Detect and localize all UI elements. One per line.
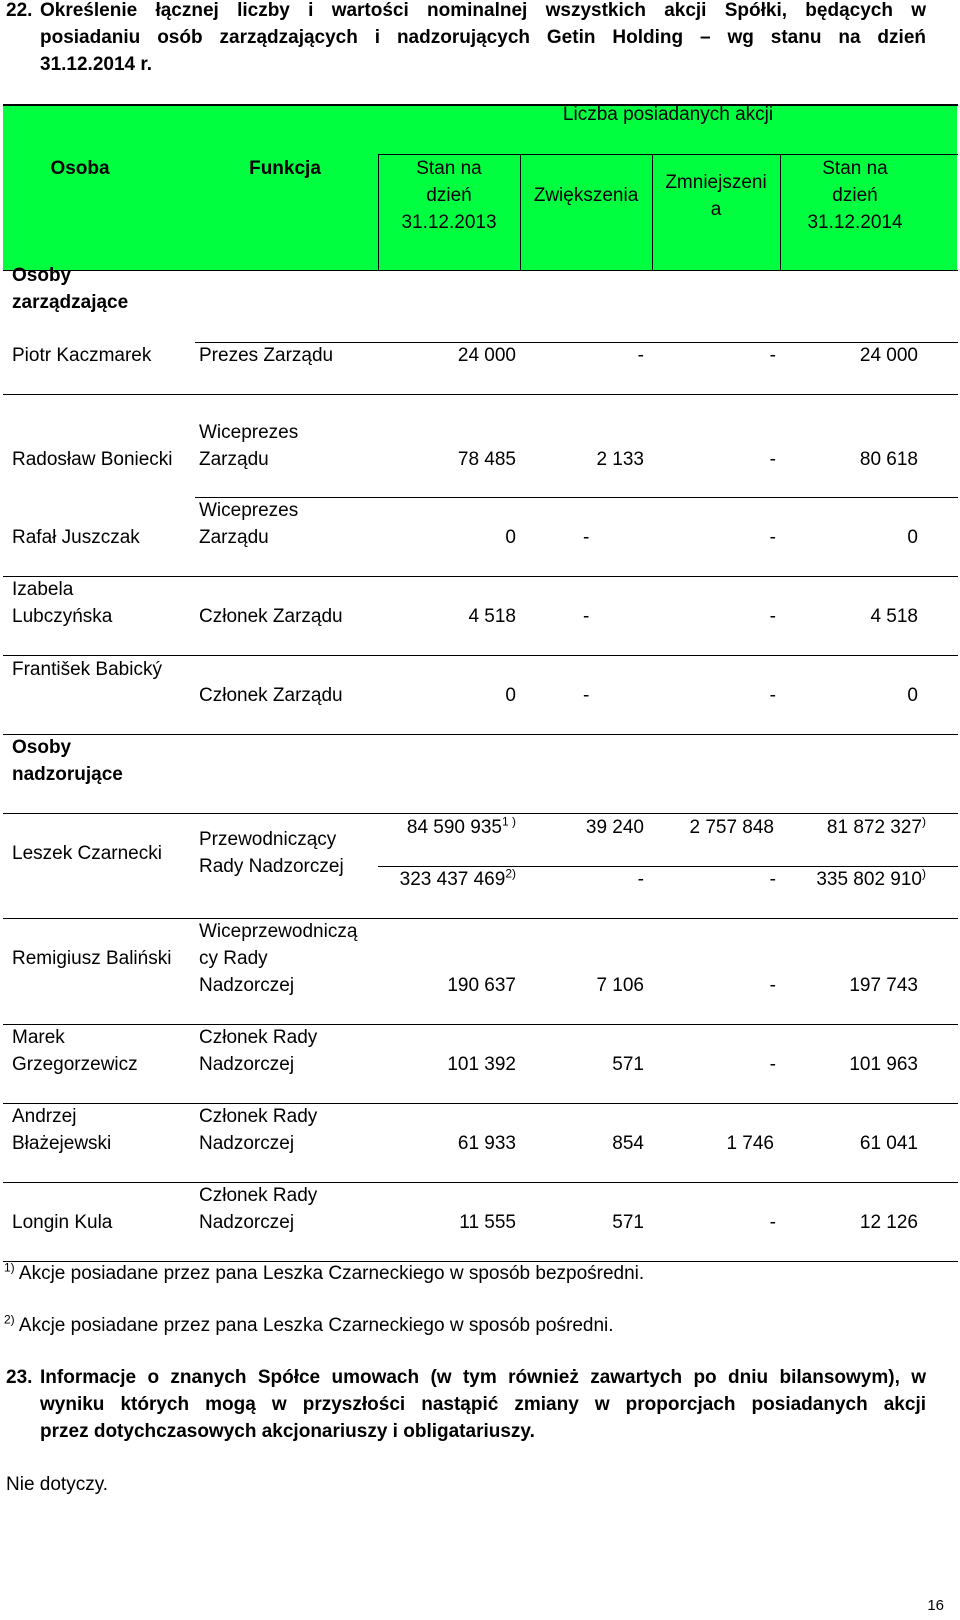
row-function	[199, 1024, 317, 1078]
row-function-line-1: Członek Rady	[199, 1185, 318, 1206]
row-function-line-1: Członek Rady	[199, 1027, 318, 1048]
row-function-line-2: Nadzorczej	[199, 1054, 295, 1075]
row-function	[199, 497, 298, 551]
row-function	[199, 1182, 317, 1236]
row-stan-2013: 24 000	[457, 345, 516, 366]
col-header-stan-2013	[378, 155, 520, 236]
group-label-supervisory	[12, 734, 123, 788]
row-stan-2013: 4 518	[468, 606, 516, 627]
section-22-line-3: 31.12.2014 r.	[40, 54, 152, 75]
row-stan-2014: 0	[907, 527, 918, 548]
section-23-line-1: Informacje o znanych Spółce umowach (w tym również zawartych po dniu bilansowym), w	[40, 1367, 926, 1388]
row-function-line-2: Nadzorczej	[199, 1212, 295, 1233]
row-name: Radosław Boniecki	[12, 449, 173, 470]
row-separator	[3, 576, 958, 577]
row-stan-2014: 197 743	[849, 975, 918, 996]
group-label-supervisory-line-1: Osoby	[12, 737, 72, 758]
row-separator	[3, 394, 958, 395]
row-stan-2013: 78 485	[457, 449, 516, 470]
col-header-stan-2014-line-1: Stan na	[822, 158, 888, 179]
row-zwiekszenia: -	[583, 606, 590, 627]
col-header-funkcja: Funkcja	[249, 158, 321, 179]
header-bottom-border	[3, 270, 958, 271]
row-function-line-1: Przewodniczący	[199, 829, 337, 850]
row-zwiekszenia: 2 133	[596, 449, 644, 470]
row-zmniejszenia: -	[769, 1212, 776, 1233]
footnote-2-mark: 2)	[4, 1312, 15, 1327]
row-stan-2014: 0	[907, 685, 918, 706]
row-zmniejszenia-indirect: -	[769, 869, 776, 890]
row-name-line-1: Marek	[12, 1027, 65, 1048]
row-stan-2013: 190 637	[447, 975, 516, 996]
footnote-ref: )	[922, 866, 926, 881]
row-name-line-1: Izabela	[12, 579, 74, 600]
row-function-line-1: Wiceprezes	[199, 422, 299, 443]
footnote-1-mark: 1)	[4, 1260, 15, 1275]
row-zmniejszenia-direct: 2 757 848	[689, 817, 774, 838]
row-zwiekszenia-indirect: -	[637, 869, 644, 890]
row-zwiekszenia: -	[583, 527, 590, 548]
row-zmniejszenia: -	[769, 1054, 776, 1075]
row-function-line-1: Wiceprezes	[199, 500, 299, 521]
value: 335 802 910	[816, 869, 922, 890]
row-function	[199, 1103, 317, 1157]
row-separator	[3, 918, 958, 919]
value: 84 590 935	[406, 817, 502, 838]
row-zwiekszenia: 854	[612, 1133, 644, 1154]
row-zmniejszenia: -	[769, 345, 776, 366]
row-stan-2013: 0	[505, 685, 516, 706]
header-col-divider-2	[520, 154, 521, 270]
group-label-management	[12, 262, 128, 316]
row-stan-2014: 24 000	[859, 345, 918, 366]
value: 323 437 469	[399, 869, 506, 890]
row-function	[199, 918, 357, 999]
row-function-line-2: Zarządu	[199, 527, 269, 548]
row-zmniejszenia: -	[769, 975, 776, 996]
footnote-1	[4, 1260, 645, 1285]
col-header-zmniejszenia-line-2: a	[710, 199, 722, 220]
row-zwiekszenia: 7 106	[596, 975, 644, 996]
row-name-line-2: Grzegorzewicz	[12, 1054, 138, 1075]
row-stan-2014: 101 963	[849, 1054, 918, 1075]
row-name: Piotr Kaczmarek	[12, 345, 152, 366]
col-header-stan-2013-line-1: Stan na	[416, 158, 482, 179]
row-zwiekszenia: 571	[612, 1212, 644, 1233]
row-zwiekszenia-direct: 39 240	[585, 817, 644, 838]
row-function-line-2: Nadzorczej	[199, 1133, 295, 1154]
row-stan-2014: 80 618	[859, 449, 918, 470]
col-header-osoba: Osoba	[50, 158, 110, 179]
section-23-line-2: wyniku których mogą w przyszłości nastąpić zmiany w proporcjach posiadanych akcji	[40, 1394, 926, 1415]
row-function: Członek Zarządu	[199, 685, 343, 706]
row-separator	[3, 1024, 958, 1025]
row-stan-2013: 101 392	[447, 1054, 516, 1075]
group-header-shares: Liczba posiadanych akcji	[562, 104, 774, 125]
row-name	[12, 576, 112, 630]
row-zwiekszenia: -	[583, 685, 590, 706]
footnote-ref: )	[922, 814, 926, 829]
col-header-stan-2014	[780, 155, 930, 236]
row-separator	[195, 497, 958, 498]
row-zmniejszenia: -	[769, 449, 776, 470]
row-zwiekszenia: 571	[612, 1054, 644, 1075]
section-23-number: 23.	[6, 1367, 33, 1388]
section-22-number: 22.	[6, 0, 33, 21]
group-label-supervisory-line-2: nadzorujące	[12, 764, 123, 785]
row-stan-2014: 4 518	[870, 606, 918, 627]
row-function-line-3: Nadzorczej	[199, 975, 295, 996]
group-label-management-line-1: Osoby	[12, 265, 72, 286]
col-header-stan-2014-line-3: 31.12.2014	[807, 212, 903, 233]
footnote-1-text: Akcje posiadane przez pana Leszka Czarneckiego w sposób bezpośredni.	[18, 1263, 645, 1284]
col-header-zmniejszenia	[652, 169, 780, 223]
row-function	[199, 826, 344, 880]
row-stan-2013: 61 933	[457, 1133, 516, 1154]
col-header-stan-2014-line-2: dzień	[832, 185, 878, 206]
page-number: 16	[927, 1597, 944, 1614]
value: 81 872 327	[826, 817, 922, 838]
row-separator	[3, 1182, 958, 1183]
row-function-line-2: Rady Nadzorczej	[199, 856, 344, 877]
row-function: Członek Zarządu	[199, 606, 343, 627]
row-zmniejszenia: -	[769, 527, 776, 548]
row-stan-2014-indirect	[780, 866, 926, 893]
row-function-line-2: cy Rady	[199, 948, 268, 969]
footnote-2-text: Akcje posiadane przez pana Leszka Czarneckiego w sposób pośredni.	[18, 1315, 614, 1336]
row-separator	[3, 1103, 958, 1104]
row-name: Remigiusz Baliński	[12, 948, 172, 969]
row-stan-2014: 12 126	[859, 1212, 918, 1233]
col-header-zmniejszenia-line-1: Zmniejszeni	[665, 172, 767, 193]
row-name-line-1: Andrzej	[12, 1106, 77, 1127]
row-zmniejszenia: -	[769, 685, 776, 706]
row-function-line-1: Wiceprzewodniczą	[199, 921, 358, 942]
row-name	[12, 1103, 111, 1157]
row-zwiekszenia: -	[637, 345, 644, 366]
row-function	[199, 419, 298, 473]
row-function-line-1: Członek Rady	[199, 1106, 318, 1127]
row-zmniejszenia: 1 746	[726, 1133, 774, 1154]
row-name: Longin Kula	[12, 1212, 113, 1233]
row-stan-2014-direct	[780, 814, 926, 841]
footnote-2	[4, 1312, 614, 1337]
row-name: Leszek Czarnecki	[12, 843, 162, 864]
row-stan-2014: 61 041	[859, 1133, 918, 1154]
col-header-zwiekszenia: Zwiększenia	[533, 185, 639, 206]
group-label-management-line-2: zarządzające	[12, 292, 129, 313]
col-header-stan-2013-line-2: dzień	[426, 185, 472, 206]
row-separator	[3, 734, 958, 735]
section-23-body: Nie dotyczy.	[6, 1474, 109, 1495]
row-name-line-2: Błażejewski	[12, 1133, 112, 1154]
section-22-line-2: posiadaniu osób zarządzających i nadzorujących Getin Holding – wg stanu na dzień	[40, 27, 926, 48]
footnote-ref: 1 )	[501, 814, 516, 829]
footnote-ref: 2)	[505, 866, 516, 881]
row-stan-2013-direct	[378, 814, 516, 841]
row-stan-2013: 11 555	[459, 1212, 516, 1233]
row-name: Rafał Juszczak	[12, 527, 140, 548]
table-bottom-border	[3, 1261, 958, 1262]
row-function: Prezes Zarządu	[199, 345, 334, 366]
row-stan-2013-indirect	[378, 866, 516, 893]
section-22-line-1: Określenie łącznej liczby i wartości nominalnej wszystkich akcji Spółki, będących w	[40, 0, 926, 21]
section-23-line-3: przez dotychczasowych akcjonariuszy i obligatariuszy.	[40, 1421, 535, 1442]
row-name	[12, 1024, 138, 1078]
row-stan-2013: 0	[505, 527, 516, 548]
row-function-line-2: Zarządu	[199, 449, 269, 470]
row-name-line-2: Lubczyńska	[12, 606, 113, 627]
col-header-stan-2013-line-3: 31.12.2013	[401, 212, 497, 233]
row-zmniejszenia: -	[769, 606, 776, 627]
row-name: František Babický	[12, 659, 162, 680]
